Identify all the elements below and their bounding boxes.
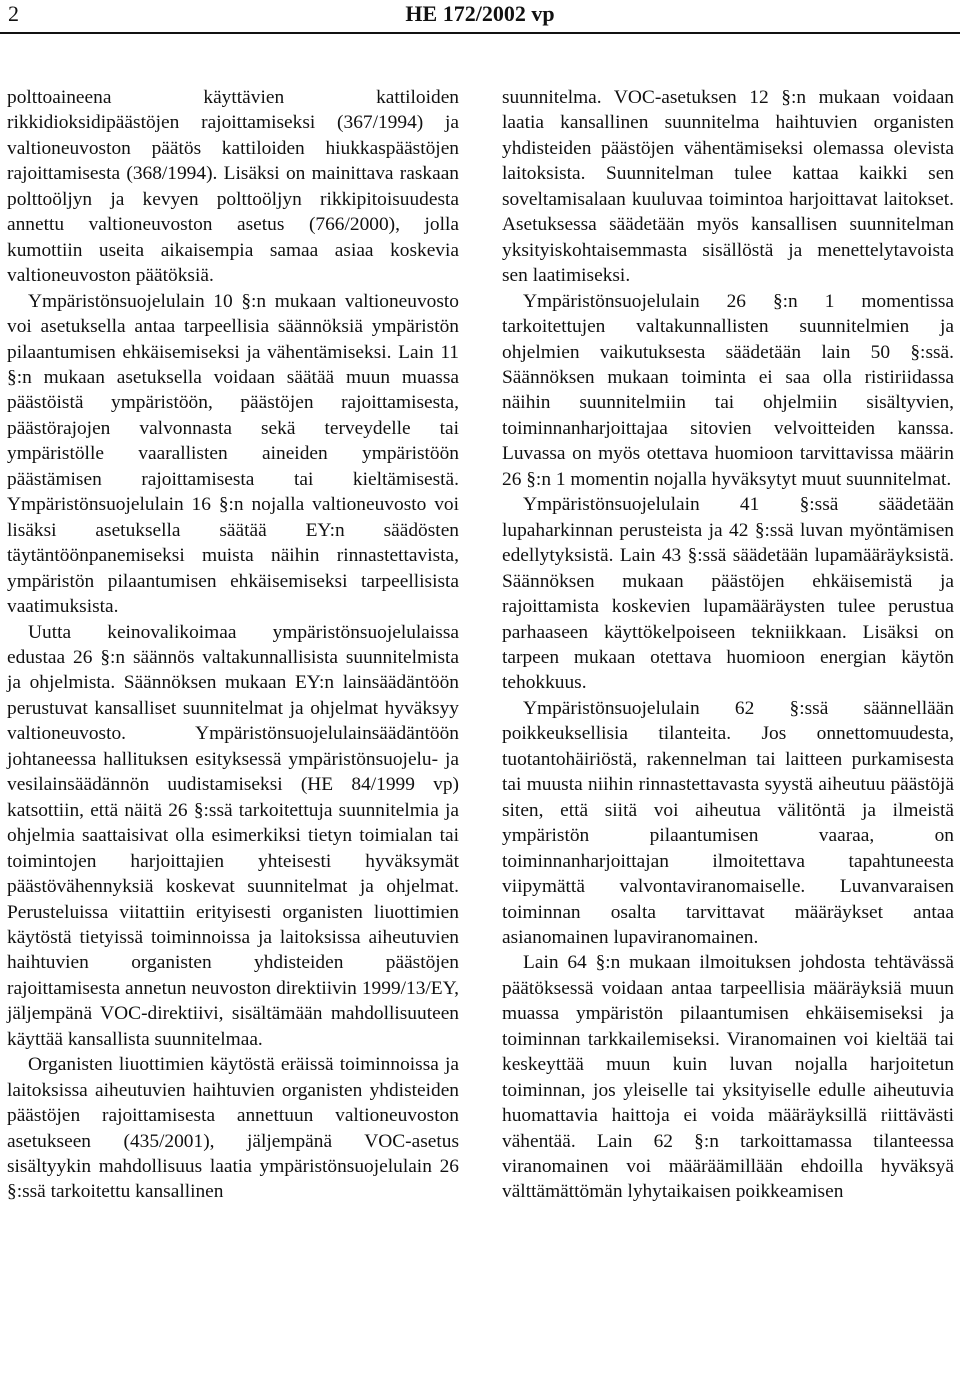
paragraph: Organisten liuottimien käytöstä eräissä toiminnoissa ja laitoksissa aiheutuvien haihtuvien organisten yhdisteiden päästöjen rajoittamisesta annettuun valtioneuvoston asetukseen (435/2001), jäljempänä VOC-asetus sisältyykin mahdollisuus laatia ympäristönsuojelulain 26 §:ssä tarkoitettu kansallinen [7, 1054, 459, 1203]
paragraph: Lain 64 §:n mukaan ilmoituksen johdosta tehtävässä päätöksessä voidaan antaa tarpeellisia määräyksiä muun muassa ympäristön pilaantumisen ehkäisemiseksi ja toiminnan tarkkailemiseksi. Viranomainen voi kieltää tai keskeyttää muun kuin luvan nojalla harjoitetun toiminnan, jos yleiselle tai yksityiselle edulle aiheutuvia huomattavia haittoja ei voida määräyksillä riittävästi vähentää. Lain 62 §:n tarkoittamassa tilanteessa viranomainen voi määräämillään ehdoilla hyväksyä välttämättömän lyhytaikaisen poikkeamisen [502, 952, 954, 1203]
paragraph: polttoaineena käyttävien kattiloiden rikkidioksidipäästöjen rajoittamiseksi (367/1994) ja valtioneuvoston päätös kattiloiden hiukkaspäästöjen rajoittamisesta (368/1994). Lisäksi on mainittava raskaan polttoöljyn ja kevyen polttoöljyn rikkipitoisuudesta annettu valtioneuvoston asetus (766/2000), jolla kumottiin useita aikaisempia samaa asiaa koskevia valtioneuvoston päätöksiä. [7, 87, 459, 287]
left-text-column [7, 85, 459, 1205]
right-text-column [502, 85, 954, 1205]
paragraph: Ympäristönsuojelulain 26 §:n 1 momentissa tarkoitettujen valtakunnallisten suunnitelmien ja ohjelmien vaikutuksesta säädetään lain 50 §:ssä. Säännöksen mukaan toiminta ei saa olla ristiriidassa näihin suunnitelmiin tai ohjelmiin sisältyvien, toiminnanharjoittajaa sitovien velvoitteiden kanssa. Luvassa on myös otettava huomioon tarvittavissa määrin 26 §:n 1 momentin nojalla hyväksytyt muut suunnitelmat. [502, 290, 954, 490]
document-id: HE 172/2002 vp [405, 1, 555, 26]
header-divider [0, 32, 960, 34]
page-header [0, 0, 960, 30]
paragraph: Ympäristönsuojelulain 10 §:n mukaan valtioneuvosto voi asetuksella antaa tarpeellisia säännöksiä ympäristön pilaantumisen ehkäisemiseksi ja vähentämiseksi. Lain 11 §:n mukaan asetuksella voidaan säätää muun muassa päästöistä ympäristöön, päästöjen rajoittamisesta, päästörajojen valvonnasta sekä terveydelle tai ympäristölle vaarallisten aineiden ympäristöön päästämisen rajoittamisesta tai kieltämisestä. Ympäristönsuojelulain 16 §:n nojalla valtioneuvosto voi lisäksi asetuksella säätää EY:n säädösten täytäntöönpanemiseksi muista näihin rinnastettavista, ympäristön pilaantumisen ehkäisemiseksi tarpeellisista vaatimuksista. [7, 290, 459, 618]
page-number: 2 [8, 1, 19, 26]
paragraph: suunnitelma. VOC-asetuksen 12 §:n mukaan voidaan laatia kansallinen suunnitelma haihtuvien organisten yhdisteiden päästöjen vähentämiseksi olemassa olevista laitoksista. Suunnitelman tulee kattaa kaikki sen soveltamisalaan kuuluvaa toimintoa harjoittavat laitokset. Asetuksessa säädetään myös kansallisen suunnitelman yksityiskohtaisemmasta sisällöstä ja menettelytavoista sen laatimiseksi. [502, 87, 954, 287]
paragraph: Ympäristönsuojelulain 62 §:ssä säännellään poikkeuksellisia tilanteita. Jos onnettomuudesta, tuotantohäiriöstä, rakennelman tai laitteen purkamisesta tai muusta niihin rinnastettavasta syystä aiheutuu päästöjä siten, että siitä voi aiheutua välitöntä ja ilmeistä ympäristön pilaantumisen vaaraa, on toiminnanharjoittajan ilmoitettava tapahtuneesta viipymättä valvontaviranomaiselle. Luvanvaraisen toiminnan osalta tarvittavat määräykset antaa asianomainen lupaviranomainen. [502, 697, 954, 948]
paragraph: Uutta keinovalikoimaa ympäristönsuojelulaissa edustaa 26 §:n säännös valtakunnallisista suunnitelmista ja ohjelmista. Säännöksen mukaan EY:n lainsäädäntöön perustuvat kansalliset suunnitelmat ja ohjelmat hyväksyy valtioneuvosto. Ympäristönsuojelulainsäädäntöön johtaneessa hallituksen esityksessä ympäristönsuojelu- ja vesilainsäädännön uudistamiseksi (HE 84/1999 vp) katsottiin, että näitä 26 §:ssä tarkoitettuja suunnitelmia ja ohjelmia saattaisivat olla esimerkiksi tietyn toimialan tai toimintojen harjoittajien yhteisesti hyväksymät päästövähennyksiä koskevat suunnitelmat ja ohjelmat. Perusteluissa viitattiin erityisesti organisten liuottimien käytöstä tietyissä toiminnoissa ja laitoksissa aiheutuvien haihtuvien organisten yhdisteiden päästöjen rajoittamisesta annetun neuvoston direktiivin 1999/13/EY, jäljempänä VOC-direktiivi, sisältämään mahdollisuuteen käyttää kansallista suunnitelmaa. [7, 621, 459, 1050]
paragraph: Ympäristönsuojelulain 41 §:ssä säädetään lupaharkinnan perusteista ja 42 §:ssä luvan myöntämisen edellytyksistä. Lain 43 §:ssä säädetään lupamääräyksistä. Säännöksen mukaan päästöjen ehkäisemistä ja rajoittamista koskevien lupamääräysten tulee perustua parhaaseen käyttökelpoiseen tekniikkaan. Lisäksi on tarpeen mukaan otettava huomioon energian käytön tehokkuus. [502, 494, 954, 694]
